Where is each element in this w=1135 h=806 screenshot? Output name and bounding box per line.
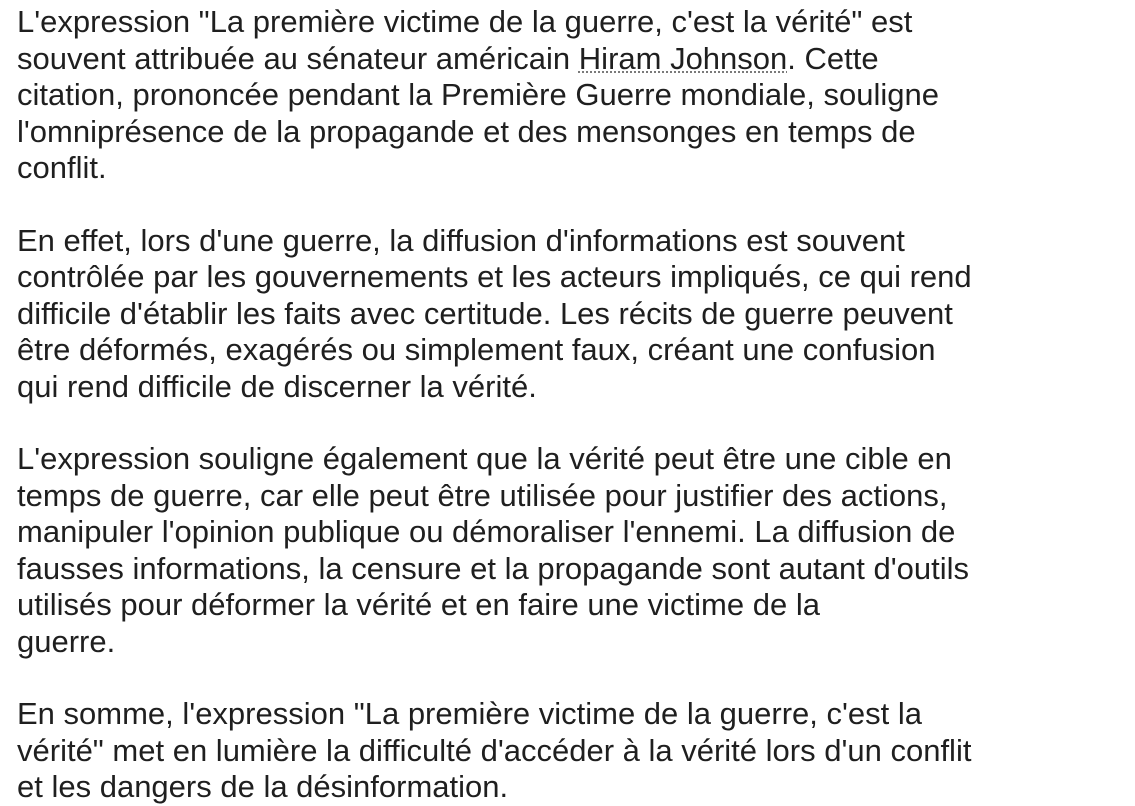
text-line: et les dangers de la désinformation. [17, 769, 509, 804]
text-line: En somme, l'expression "La première victime de la guerre, c'est la [17, 696, 922, 731]
text-line: temps de guerre, car elle peut être utilisée pour justifier des actions, [17, 477, 948, 513]
text-line: qui rend difficile de discerner la vérité. [17, 368, 537, 404]
text-line: fausses informations, la censure et la propagande sont autant d'outils [17, 550, 970, 586]
paragraph-2 [17, 223, 1127, 406]
paragraph-4 [17, 696, 1127, 806]
text-line: L'expression souligne également que la vérité peut être une cible en [17, 441, 952, 476]
text-line: contrôlée par les gouvernements et les acteurs impliqués, ce qui rend [17, 259, 972, 294]
text-segment: . Cette [787, 40, 879, 76]
text-line [17, 41, 1127, 78]
paragraph-3 [17, 441, 1127, 660]
text-line: difficile d'établir les faits avec certitude. Les récits de guerre peuvent [17, 295, 953, 331]
text-line: conflit. [17, 150, 107, 185]
text-line: l'omniprésence de la propagande et des mensonges en temps de [17, 113, 916, 149]
text-line: En effet, lors d'une guerre, la diffusion d'informations est souvent [17, 222, 905, 258]
text-segment: souvent attribuée au sénateur américain [17, 40, 579, 76]
text-line: citation, prononcée pendant la Première Guerre mondiale, souligne [17, 77, 939, 112]
text-line: guerre. [17, 623, 116, 659]
response-text [17, 4, 1127, 806]
hiram-johnson-link[interactable]: Hiram Johnson [578, 40, 788, 76]
text-line: manipuler l'opinion publique ou démoraliser l'ennemi. La diffusion de [17, 514, 956, 549]
text-line: vérité" met en lumière la difficulté d'accéder à la vérité lors d'un conflit [17, 732, 972, 768]
text-line: utilisés pour déformer la vérité et en faire une victime de la [17, 587, 820, 622]
text-line: L'expression "La première victime de la guerre, c'est la vérité" est [17, 4, 913, 39]
paragraph-1 [17, 4, 1127, 187]
text-line: être déformés, exagérés ou simplement faux, créant une confusion [17, 332, 936, 367]
